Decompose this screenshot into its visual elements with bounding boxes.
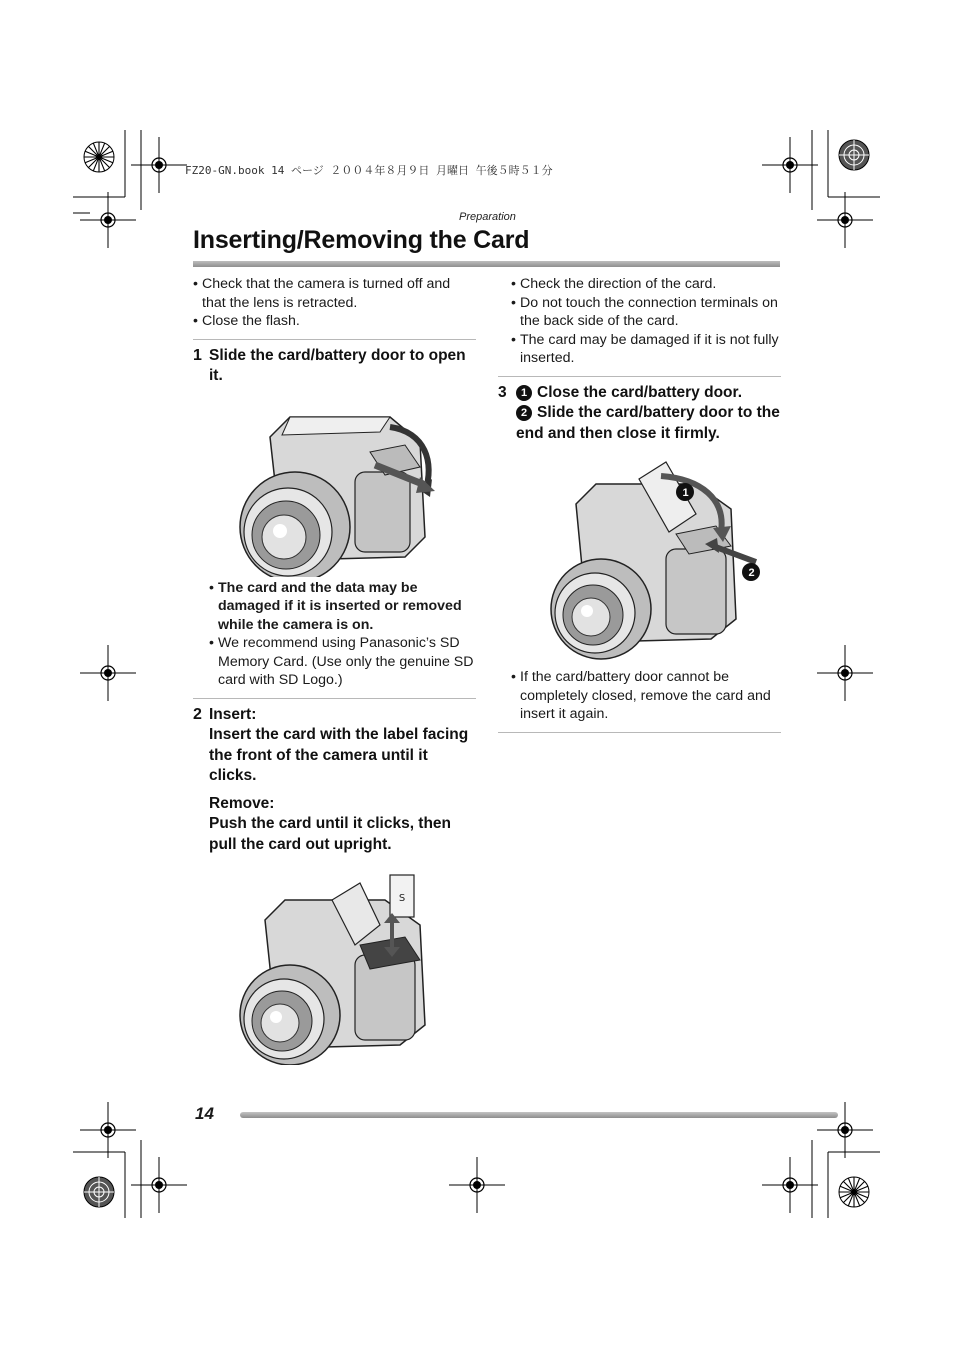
right-intro-list [511, 275, 781, 368]
step-number: 3 [498, 383, 507, 401]
right-column [498, 275, 781, 739]
svg-text:S: S [398, 893, 405, 904]
left-intro-list [193, 275, 476, 331]
callout-1: 1 [682, 487, 689, 499]
list-item: • Close the flash. [193, 312, 476, 331]
divider [498, 376, 781, 377]
callout-2: 2 [748, 567, 755, 579]
page-number: 14 [195, 1104, 214, 1123]
marker-2: 2 [516, 405, 532, 421]
left-column [193, 275, 476, 1065]
step-1 [193, 346, 476, 387]
marker-1: 1 [516, 385, 532, 401]
list-item: • If the card/battery door cannot be completely closed, remove the card and insert it again. [511, 668, 781, 724]
page-title: Inserting/Removing the Card [193, 226, 530, 254]
list-item: • The card may be damaged if it is not fully inserted. [511, 331, 781, 368]
step-3-text-1: Close the card/battery door. [537, 383, 742, 401]
camera-close-door-illustration [531, 454, 791, 664]
step-3-text-2: Slide the card/battery door to the end and then close it firmly. [516, 404, 780, 442]
step-3-notes [511, 668, 781, 724]
insert-text: Insert the card with the label facing the front of the camera until it clicks. [209, 726, 469, 784]
divider [193, 698, 476, 699]
insert-label: Insert: [209, 705, 257, 723]
remove-text: Push the card until it clicks, then pull the card out upright. [209, 815, 452, 853]
step-text: Slide the card/battery door to open it. [209, 346, 466, 384]
list-item: • Check that the camera is turned off and that the lens is retracted. [193, 275, 476, 312]
step-3 [498, 383, 781, 445]
warning-text: The card and the data may be damaged if it is inserted or removed while the camera is on. [218, 579, 462, 633]
step-1-notes [193, 579, 476, 690]
list-item: • Do not touch the connection terminals on the back side of the card. [511, 294, 781, 331]
list-item: • We recommend using Panasonic’s SD Memory Card. (Use only the genuine SD card with SD Logo.) [209, 634, 476, 690]
section-label: Preparation [459, 211, 516, 223]
camera-open-door-illustration [220, 397, 450, 577]
camera-close-door-illustration-wrap [531, 454, 791, 664]
list-item [209, 579, 476, 635]
camera-card-insert-illustration [220, 865, 450, 1065]
footer-rule [240, 1112, 838, 1118]
list-item: • Check the direction of the card. [511, 275, 781, 294]
step-2 [193, 705, 476, 856]
step-number: 2 [193, 705, 202, 723]
step-number: 1 [193, 346, 202, 364]
divider [193, 339, 476, 340]
title-rule [193, 261, 780, 267]
print-header: FZ20-GN.book 14 ページ ２００４年８月９日 月曜日 午後５時５１分 [185, 164, 553, 177]
divider [498, 732, 781, 733]
remove-label: Remove: [209, 794, 275, 812]
